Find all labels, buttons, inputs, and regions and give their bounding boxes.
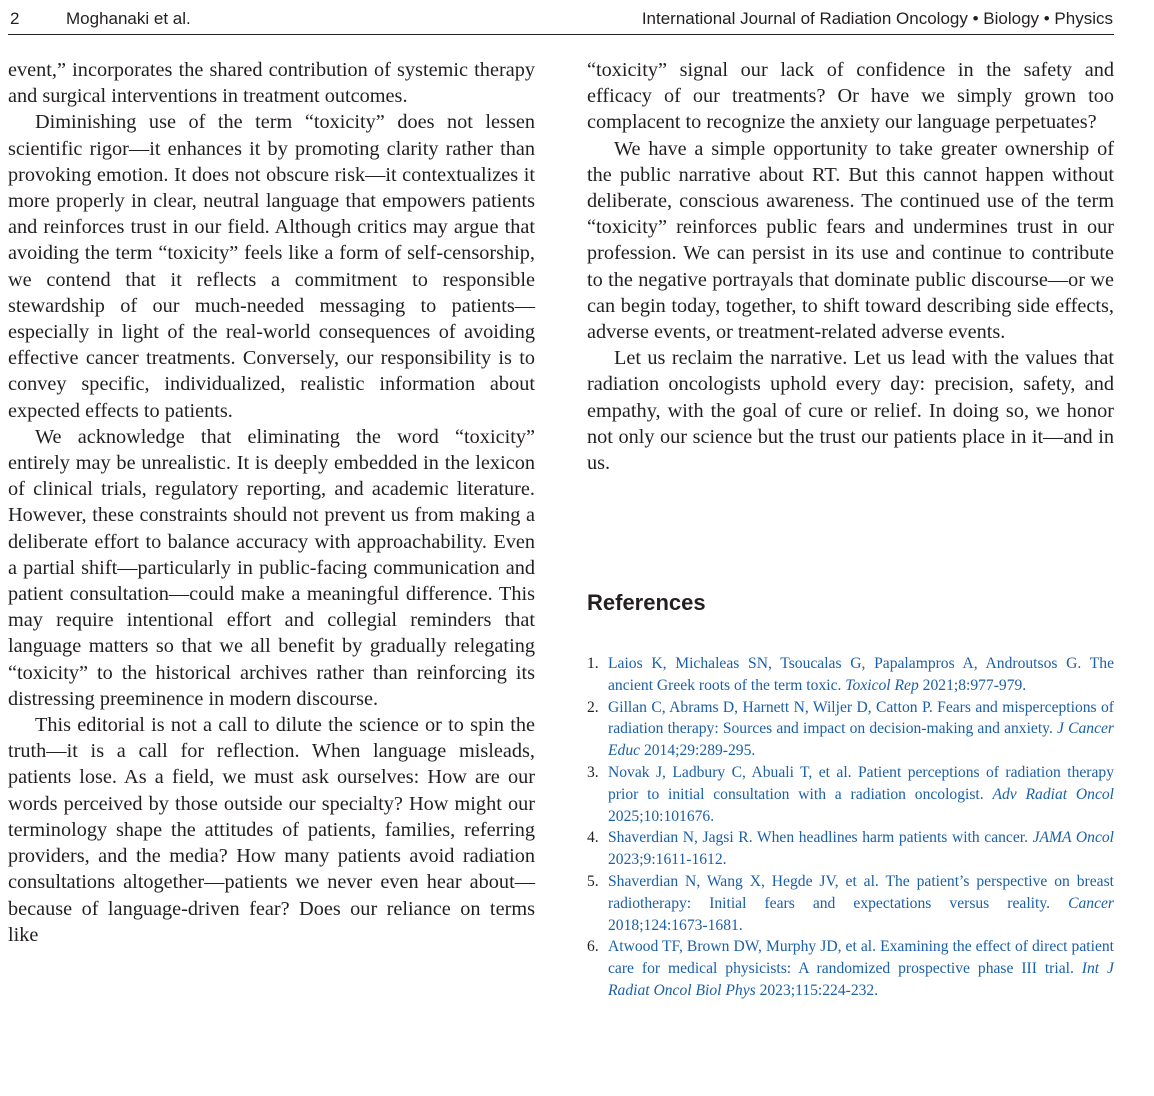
reference-item xyxy=(587,827,1114,871)
paragraph: “toxicity” signal our lack of confidence in the safety and efficacy of our treatments? Or have we simply grown too complacent to recognize the anxiety our language perpetuates? xyxy=(587,59,1114,134)
paragraph: This editorial is not a call to dilute the science or to spin the truth—it is a call for reflection. When language misleads, patients lose. As a field, we must ask ourselves: How are our words perceived by those outside our specialty? How might our terminology shape the attitudes of patients, families, referring providers, and the media? How many patients avoid radiation consultations altogether—patients we never even hear about—because of language-driven fear? Does our reliance on terms like xyxy=(8,714,535,946)
reference-link[interactable]: Shaverdian N, Wang X, Hegde JV, et al. The patient’s perspective on breast radiotherapy: Initial fears and expectations versus reality. Cancer 2018;124:1673-1681. xyxy=(608,872,1114,934)
page-number: 2 xyxy=(10,9,20,28)
reference-list xyxy=(587,653,1114,1002)
reference-item xyxy=(587,653,1114,697)
running-authors: Moghanaki et al. xyxy=(66,9,191,28)
reference-item xyxy=(587,936,1114,1001)
right-column xyxy=(587,57,1114,476)
left-column xyxy=(8,57,535,948)
running-header xyxy=(8,8,1114,35)
reference-number: 2. xyxy=(587,698,599,716)
paragraph: We have a simple opportunity to take greater ownership of the public narrative about RT. But this cannot happen without deliberate, conscious awareness. The continued use of the term “toxicity” reinforces public fears and undermines trust in our profession. We can persist in its use and continue to contribute to the negative portrayals that dominate public discourse—or we can begin today, together, to shift toward describing side effects, adverse events, or treatment-related adverse events. xyxy=(587,137,1114,344)
paragraph: Let us reclaim the narrative. Let us lead with the values that radiation oncologists uphold every day: precision, safety, and empathy, with the goal of cure or relief. In doing so, we honor not only our science but the trust our patients place in it—and in us. xyxy=(587,347,1114,475)
reference-number: 3. xyxy=(587,763,599,781)
reference-item xyxy=(587,762,1114,827)
reference-link[interactable]: Novak J, Ladbury C, Abuali T, et al. Patient perceptions of radiation therapy prior to initial consultation with a radiation oncologist. Adv Radiat Oncol 2025;10:101676. xyxy=(608,763,1115,825)
reference-link[interactable]: Gillan C, Abrams D, Harnett N, Wiljer D, Catton P. Fears and misperceptions of radiation therapy: Sources and impact on decision-making and anxiety. J Cancer Educ 2014;29:289-295. xyxy=(608,698,1114,760)
reference-item xyxy=(587,871,1114,936)
reference-number: 4. xyxy=(587,829,599,847)
reference-number: 5. xyxy=(587,872,599,890)
references-heading: References xyxy=(587,590,706,615)
reference-link[interactable]: Shaverdian N, Jagsi R. When headlines harm patients with cancer. JAMA Oncol 2023;9:1611-1612. xyxy=(608,829,1114,869)
paragraph: event,” incorporates the shared contribution of systemic therapy and surgical interventions in treatment outcomes. xyxy=(8,59,535,108)
paragraph: Diminishing use of the term “toxicity” does not lessen scientific rigor—it enhances it by promoting clarity rather than provoking emotion. It does not obscure risk—it contextualizes it more properly in clear, neutral language that empowers patients and reinforces trust in our field. Although critics may argue that avoiding the term “toxicity” feels like a form of self-censorship, we contend that it reflects a commitment to responsible stewardship of our much-needed messaging to patients—especially in light of the real-world consequences of avoiding effective cancer treatments. Conversely, our responsibility is to convey specific, individualized, realistic information about expected effects to patients. xyxy=(8,111,535,422)
journal-title: International Journal of Radiation Oncology • Biology • Physics xyxy=(641,9,1113,28)
reference-link[interactable]: Laios K, Michaleas SN, Tsoucalas G, Papalampros A, Androutsos G. The ancient Greek roots of the term toxic. Toxicol Rep 2021;8:977-979. xyxy=(608,655,1114,694)
reference-number: 1. xyxy=(587,655,599,672)
paragraph: We acknowledge that eliminating the word “toxicity” entirely may be unrealistic. It is deeply embedded in the lexicon of clinical trials, regulatory reporting, and academic literature. However, these constraints should not prevent us from making a deliberate effort to balance accuracy with approachability. Even a partial shift—particularly in public-facing communication and patient consultation—could make a meaningful difference. This may require intentional effort and collegial reminders that language matters so that we all benefit by gradually relegating “toxicity” to the historical archives rather than reinforcing its distressing preeminence in modern discourse. xyxy=(8,425,535,710)
reference-item xyxy=(587,697,1114,762)
reference-link[interactable]: Atwood TF, Brown DW, Murphy JD, et al. Examining the effect of direct patient care for medical physicists: A randomized prospective phase III trial. Int J Radiat Oncol Biol Phys 2023;115:224-232. xyxy=(608,938,1114,999)
reference-number: 6. xyxy=(587,938,599,956)
